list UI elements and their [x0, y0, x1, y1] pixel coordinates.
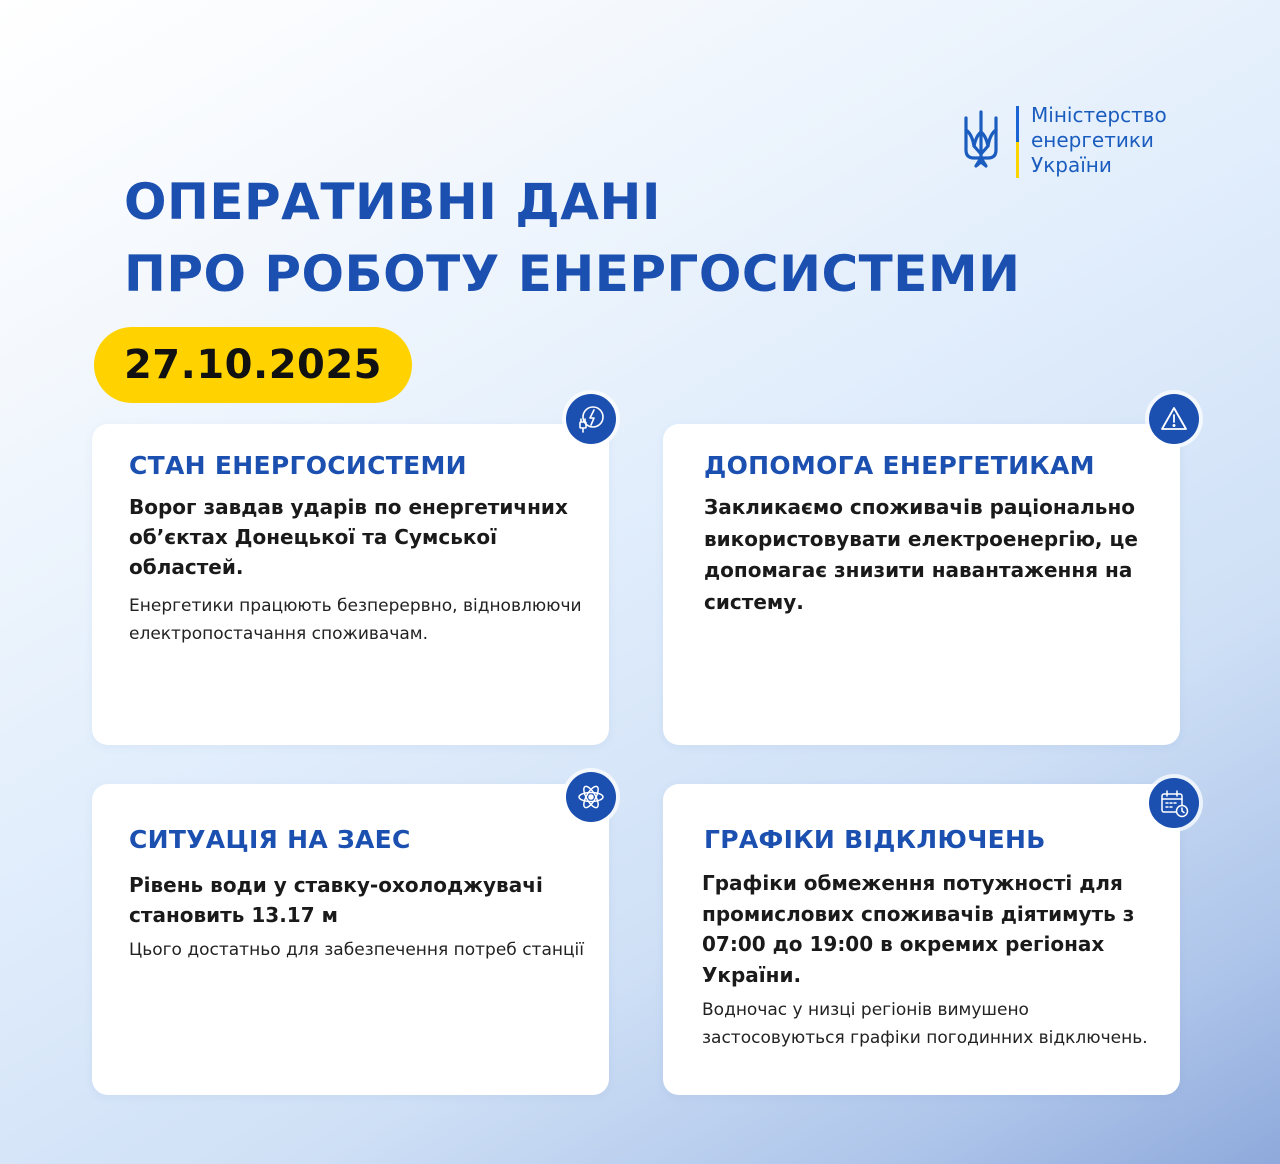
card-body: Цього достатньо для забезпечення потреб станції	[129, 940, 584, 960]
card-headline: Рівень води у ставку-охолоджувачі становить 13.17 м	[129, 873, 543, 927]
page-title-line1: ОПЕРАТИВНІ ДАНІ	[124, 173, 661, 231]
page-title-line2: ПРО РОБОТУ ЕНЕРГОСИСТЕМИ	[124, 245, 1021, 303]
card-help-energy-workers	[663, 424, 1180, 745]
card-body: Енергетики працюють безперервно, відновлюючи електропостачання споживачам.	[129, 596, 582, 644]
ministry-name	[1031, 103, 1167, 178]
atom-icon	[566, 772, 616, 822]
card-title: ДОПОМОГА ЕНЕРГЕТИКАМ	[704, 451, 1095, 480]
card-outage-schedules	[663, 784, 1180, 1095]
calendar-clock-icon	[1149, 778, 1199, 828]
ministry-name-line1: Міністерство	[1031, 103, 1167, 127]
card-headline: Ворог завдав ударів по енергетичних об’єктах Донецької та Сумської областей.	[129, 495, 568, 579]
warning-icon	[1149, 394, 1199, 444]
card-title: ГРАФІКИ ВІДКЛЮЧЕНЬ	[704, 825, 1046, 854]
card-title: СИТУАЦІЯ НА ЗАЕС	[129, 825, 411, 854]
ministry-name-line3: України	[1031, 153, 1112, 177]
card-body: Водночас у низці регіонів вимушено застосовуються графіки погодинних відключень.	[702, 1000, 1148, 1048]
card-headline: Закликаємо споживачів раціонально використовувати електроенергію, це допомагає знизити навантаження на систему.	[704, 495, 1138, 614]
ministry-name-line2: енергетики	[1031, 128, 1154, 152]
card-headline: Графіки обмеження потужності для промислових споживачів діятимуть з 07:00 до 19:00 в окремих регіонах України.	[702, 871, 1135, 987]
date-text: 27.10.2025	[123, 342, 383, 388]
date-badge	[94, 327, 412, 403]
card-power-system-status	[92, 424, 609, 745]
card-zaporizhzhia-npp	[92, 784, 609, 1095]
power-plug-icon	[566, 394, 616, 444]
trident-icon	[962, 110, 1000, 170]
page-title	[124, 166, 1021, 310]
card-title: СТАН ЕНЕРГОСИСТЕМИ	[129, 451, 467, 480]
